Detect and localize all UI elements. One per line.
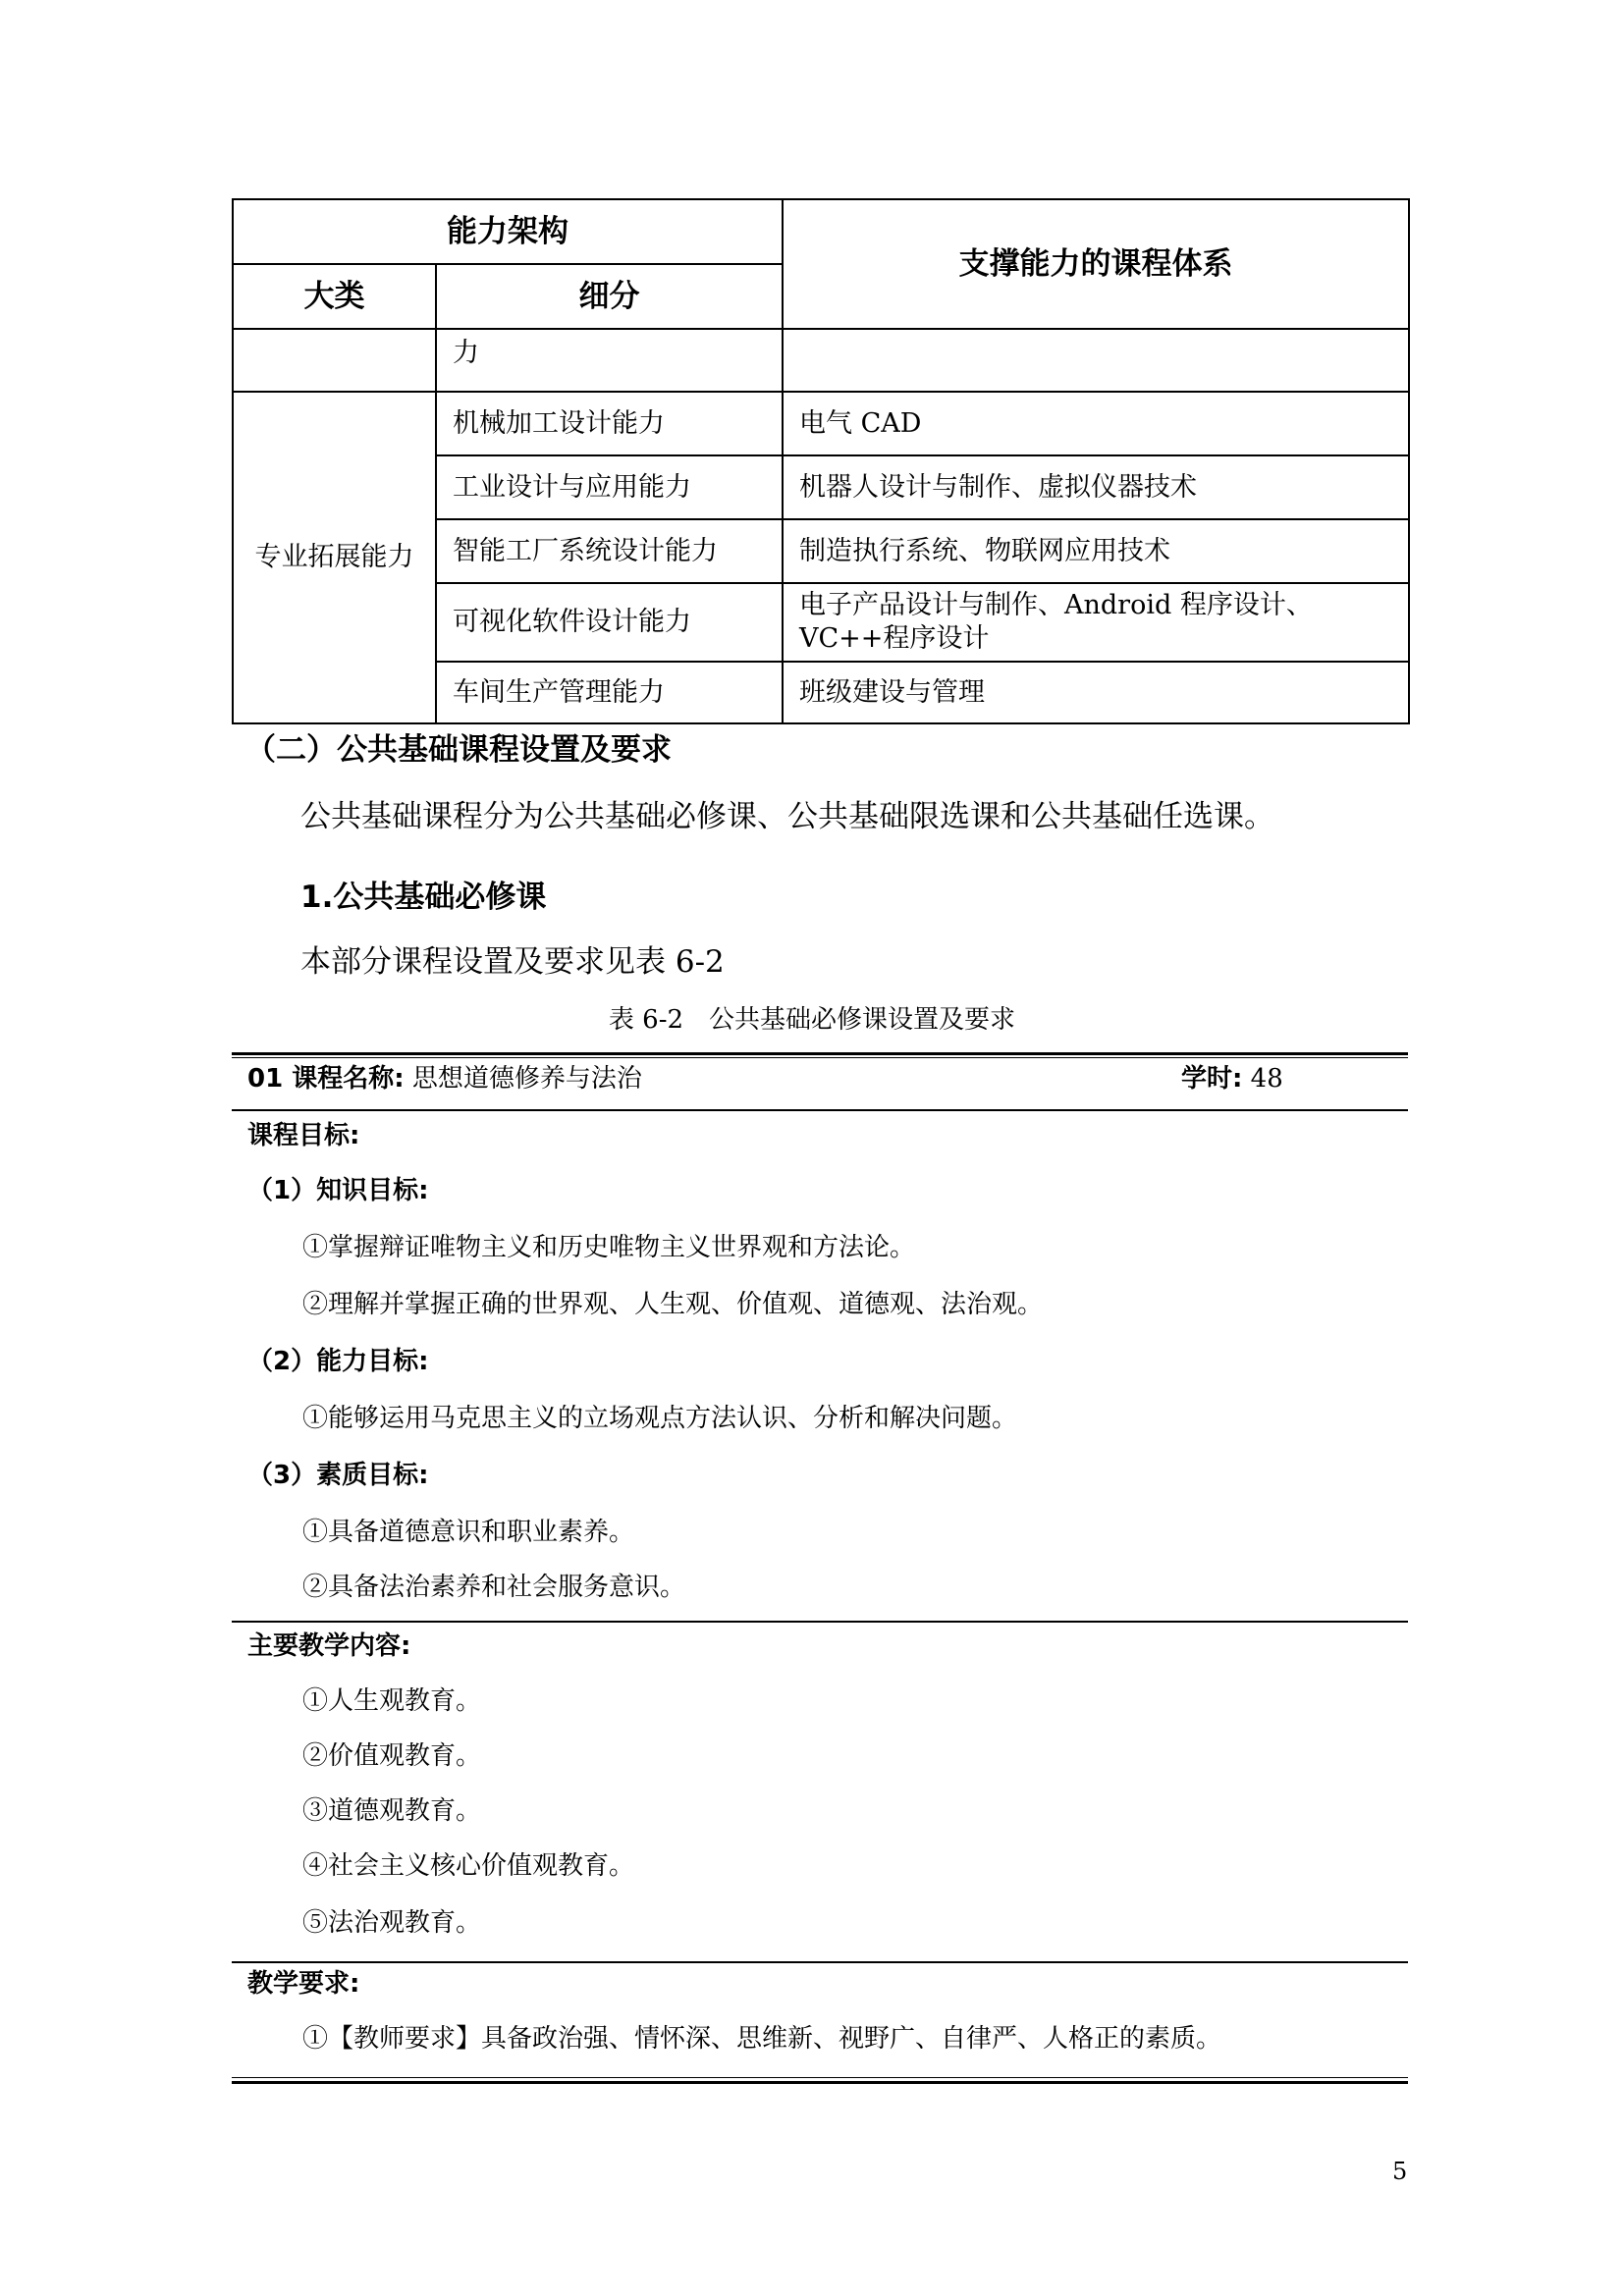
header-ability-structure: 能力架构 bbox=[233, 199, 783, 264]
section-intro: 公共基础课程分为公共基础必修课、公共基础限选课和公共基础任选课。 bbox=[300, 799, 1274, 834]
goals-label: 课程目标: bbox=[247, 1121, 360, 1150]
row-divider bbox=[232, 1621, 1408, 1623]
detail-cell: 机械加工设计能力 bbox=[436, 392, 783, 455]
courses-cell: 电子产品设计与制作、Android 程序设计、VC++程序设计 bbox=[783, 583, 1409, 662]
course-hours-label: 学时: bbox=[1181, 1064, 1243, 1094]
requirements-label: 教学要求: bbox=[247, 1969, 360, 1999]
ability-table bbox=[232, 198, 1410, 724]
quality-item: ②具备法治素养和社会服务意识。 bbox=[302, 1573, 686, 1602]
section-heading: （二）公共基础课程设置及要求 bbox=[245, 732, 672, 768]
content-item: ⑤法治观教育。 bbox=[302, 1908, 482, 1938]
knowledge-item: ②理解并掌握正确的世界观、人生观、价值观、道德观、法治观。 bbox=[302, 1290, 1044, 1319]
courses-cell: 制造执行系统、物联网应用技术 bbox=[783, 519, 1409, 583]
cont-category-cell bbox=[233, 329, 436, 392]
cont-detail-cell: 力 bbox=[436, 329, 783, 392]
header-major-category: 大类 bbox=[233, 264, 436, 329]
header-supporting-courses: 支撑能力的课程体系 bbox=[783, 199, 1409, 329]
content-item: ①人生观教育。 bbox=[302, 1686, 482, 1716]
detail-cell: 智能工厂系统设计能力 bbox=[436, 519, 783, 583]
table-caption: 表 6-2 公共基础必修课设置及要求 bbox=[608, 1005, 1016, 1035]
course-hours-value: 48 bbox=[1250, 1064, 1283, 1094]
course-name-value: 思想道德修养与法治 bbox=[411, 1064, 642, 1094]
content-label: 主要教学内容: bbox=[247, 1631, 411, 1661]
course-hours-row bbox=[1181, 1062, 1283, 1095]
ability-item: ①能够运用马克思主义的立场观点方法认识、分析和解决问题。 bbox=[302, 1404, 1018, 1433]
courses-cell: 机器人设计与制作、虚拟仪器技术 bbox=[783, 455, 1409, 519]
table-top-rule bbox=[232, 1052, 1408, 1055]
knowledge-goal-label: （1）知识目标: bbox=[247, 1176, 429, 1205]
detail-cell: 可视化软件设计能力 bbox=[436, 583, 783, 662]
course-name-label: 01 课程名称: bbox=[247, 1064, 405, 1094]
category-cell: 专业拓展能力 bbox=[233, 392, 436, 723]
page-number: 5 bbox=[1392, 2158, 1408, 2185]
quality-item: ①具备道德意识和职业素养。 bbox=[302, 1518, 635, 1547]
cont-courses-cell bbox=[783, 329, 1409, 392]
table-bottom-rule bbox=[232, 2081, 1408, 2084]
requirement-item: ①【教师要求】具备政治强、情怀深、思维新、视野广、自律严、人格正的素质。 bbox=[302, 2024, 1222, 2054]
knowledge-item: ①掌握辩证唯物主义和历史唯物主义世界观和方法论。 bbox=[302, 1233, 916, 1262]
courses-cell: 班级建设与管理 bbox=[783, 662, 1409, 723]
content-item: ③道德观教育。 bbox=[302, 1796, 482, 1826]
table-bottom-rule-thin bbox=[232, 2077, 1408, 2078]
detail-cell: 车间生产管理能力 bbox=[436, 662, 783, 723]
subsection-text: 本部分课程设置及要求见表 6-2 bbox=[300, 944, 725, 980]
row-divider bbox=[232, 1109, 1408, 1111]
content-item: ④社会主义核心价值观教育。 bbox=[302, 1851, 635, 1881]
table-top-rule-thin bbox=[232, 1057, 1408, 1058]
course-name-row bbox=[247, 1062, 642, 1095]
header-detail: 细分 bbox=[436, 264, 783, 329]
subsection-heading: 1.公共基础必修课 bbox=[300, 880, 547, 915]
courses-cell: 电气 CAD bbox=[783, 392, 1409, 455]
ability-goal-label: （2）能力目标: bbox=[247, 1347, 429, 1376]
quality-goal-label: （3）素质目标: bbox=[247, 1461, 429, 1490]
row-divider bbox=[232, 1961, 1408, 1963]
detail-cell: 工业设计与应用能力 bbox=[436, 455, 783, 519]
content-item: ②价值观教育。 bbox=[302, 1741, 482, 1771]
